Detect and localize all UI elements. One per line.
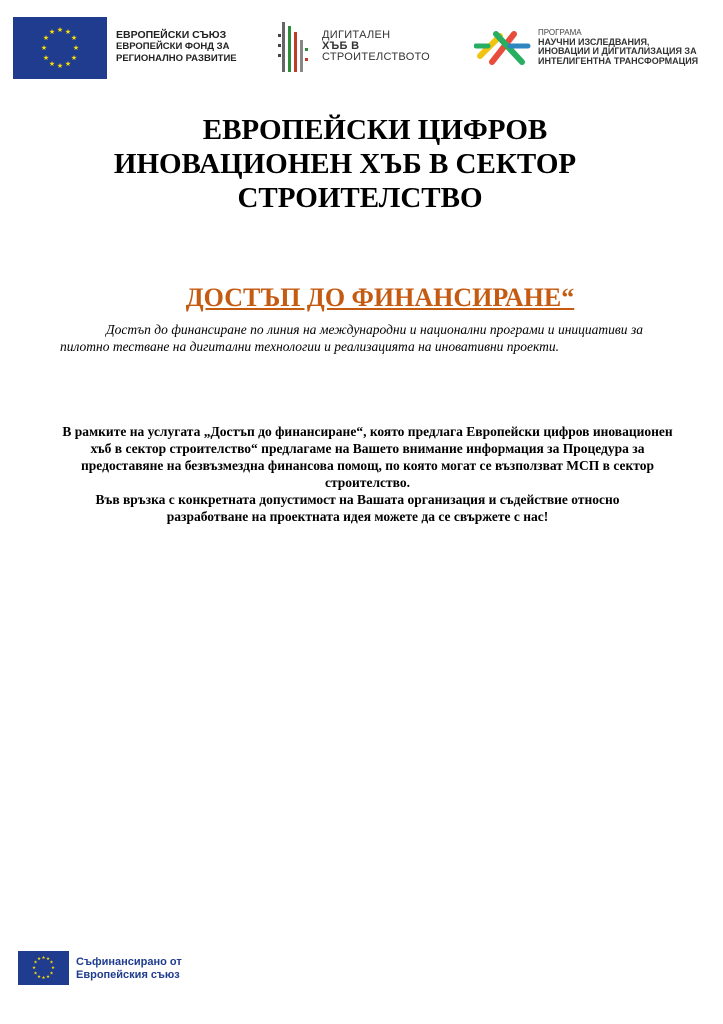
program-text	[538, 28, 698, 66]
svg-text:★: ★	[56, 62, 64, 70]
body-paragraph-1: В рамките на услугата „Достъп до финансиране“, която предлага Европейски цифров иновационен хъб в сектор строителство“ предлагаме на Вашето внимание информация за Процедура за предоставяне на безвъзмездна финансова помощ, по която могат се възползват МСП в сектор строителство.	[62, 424, 673, 490]
program-text-line2: НАУЧНИ ИЗСЛЕДВАНИЯ,	[538, 36, 650, 47]
svg-text:★: ★	[36, 975, 42, 980]
eu-flag-logo	[13, 17, 107, 79]
svg-text:★: ★	[49, 960, 54, 966]
intro-paragraph	[60, 321, 643, 355]
digital-hub-logo-icon	[274, 14, 318, 80]
svg-text:★: ★	[36, 957, 42, 962]
section-subtitle: ДОСТЪП ДО ФИНАНСИРАНЕ“	[185, 283, 575, 312]
hub-text-line3: СТРОИТЕЛСТВОТО	[322, 51, 430, 63]
body-paragraph-2: Във връзка с конкретната допустимост на Вашата организация и съдействие относно разработване на проектната идея можете да се свържете с нас!	[95, 492, 620, 524]
svg-text:★: ★	[56, 26, 64, 34]
eu-fund-text	[116, 29, 237, 65]
program-text-line4: ИНТЕЛИГЕНТНА ТРАНСФОРМАЦИЯ	[538, 55, 699, 66]
program-logo-icon	[474, 26, 532, 70]
svg-text:★: ★	[48, 60, 56, 68]
hub-text-line1: ДИГИТАЛЕН	[322, 29, 391, 41]
intro-text: Достъп до финансиране по линия на международни и национални програми и инициативи за пилотно тестване на дигитални технологии и реализацията на иновативни проекти.	[60, 322, 643, 354]
program-text-line1: ПРОГРАМА	[538, 28, 582, 37]
footer-line1: Съфинансирано от	[76, 956, 182, 968]
svg-text:★: ★	[42, 34, 50, 42]
svg-text:★: ★	[41, 956, 46, 961]
svg-text:★: ★	[42, 54, 50, 62]
cofunded-text	[76, 956, 216, 982]
svg-text:★: ★	[64, 28, 72, 36]
body-text	[60, 423, 675, 525]
footer-line2: Европейския съюз	[76, 969, 180, 981]
svg-text:★: ★	[45, 975, 51, 980]
digital-hub-text	[322, 30, 430, 63]
svg-text:★: ★	[45, 957, 51, 962]
svg-text:★: ★	[41, 976, 46, 981]
svg-text:★: ★	[48, 28, 56, 36]
svg-text:★: ★	[72, 44, 80, 52]
eu-flag-small-logo	[18, 951, 69, 985]
document-title	[60, 113, 660, 215]
hub-text-line2: ХЪБ В	[322, 40, 360, 52]
page-header	[0, 0, 723, 90]
svg-text:★: ★	[70, 54, 78, 62]
svg-text:★: ★	[49, 971, 54, 977]
svg-text:★: ★	[50, 966, 56, 971]
eu-text-line1: ЕВРОПЕЙСКИ СЪЮЗ	[116, 29, 227, 41]
title-line1: ЕВРОПЕЙСКИ ЦИФРОВ	[202, 114, 548, 146]
svg-text:★: ★	[31, 966, 37, 971]
program-text-line3: ИНОВАЦИИ И ДИГИТАЛИЗАЦИЯ ЗА	[538, 46, 697, 56]
eu-text-line3: РЕГИОНАЛНО РАЗВИТИЕ	[116, 53, 237, 64]
svg-text:★: ★	[33, 971, 38, 977]
svg-text:★: ★	[40, 44, 48, 52]
svg-text:★: ★	[64, 60, 72, 68]
eu-text-line2: ЕВРОПЕЙСКИ ФОНД ЗА	[116, 41, 230, 52]
svg-text:★: ★	[70, 34, 78, 42]
title-line2: ИНОВАЦИОНЕН ХЪБ В СЕКТОР	[113, 148, 577, 180]
title-line3: СТРОИТЕЛСТВО	[237, 182, 483, 214]
svg-text:★: ★	[33, 960, 38, 966]
